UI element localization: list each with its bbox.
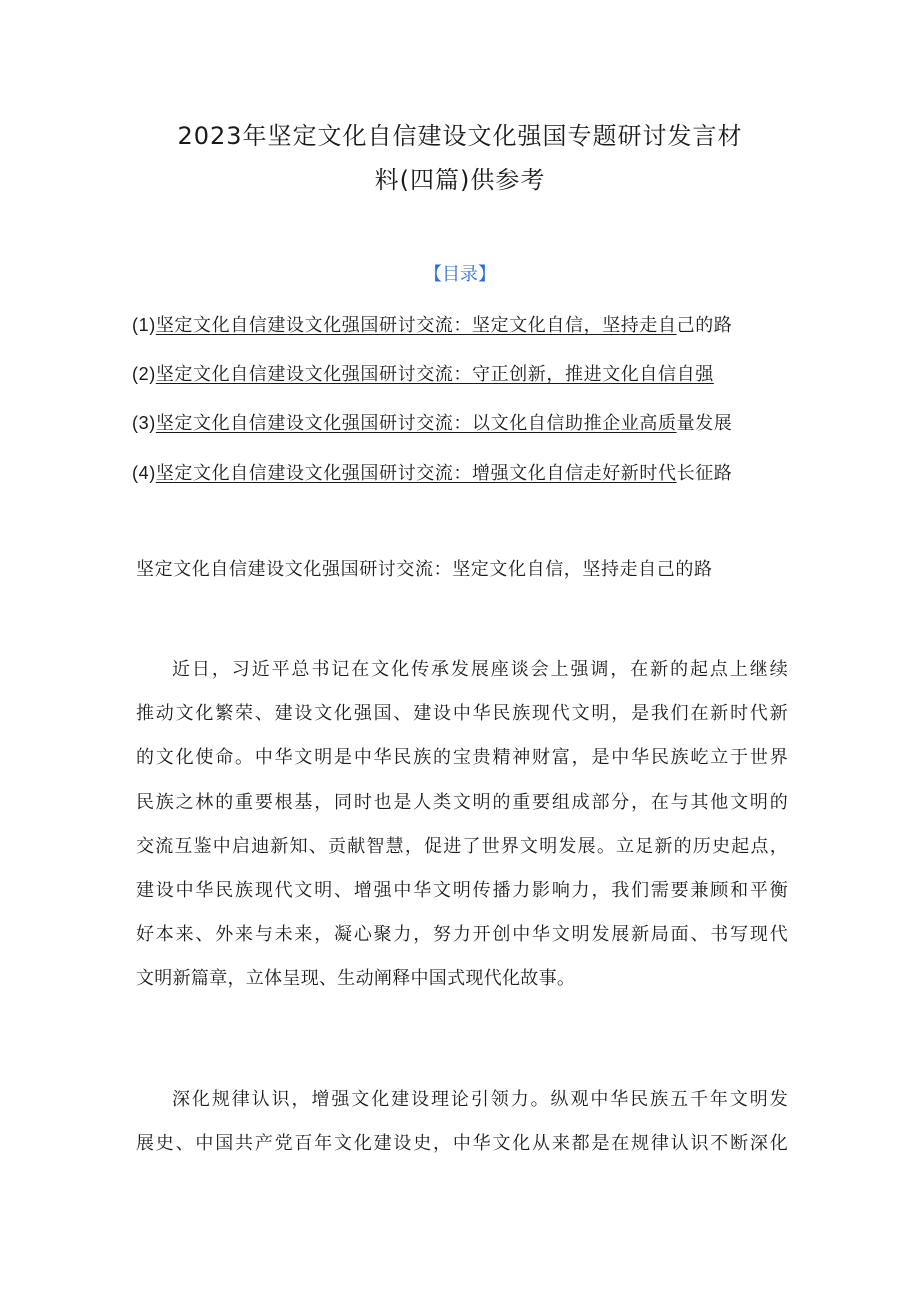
section-heading: 坚定文化自信建设文化强国研讨交流：坚定文化自信，坚持走自己的路 (136, 559, 713, 580)
paragraph-1 (136, 648, 788, 1002)
paragraph-line: 的文化使命。中华文明是中华民族的宝贵精神财富，是中华民族屹立于世界 (136, 747, 788, 769)
paragraph-line: 好本来、外来与未来，凝心聚力，努力开创中华文明发展新局面、书写现代 (136, 924, 788, 946)
toc-item-3[interactable] (132, 408, 732, 439)
paragraph-line: 建设中华民族现代文明、增强中华文明传播力影响力，我们需要兼顾和平衡 (136, 880, 788, 902)
toc-item-link[interactable]: 坚定文化自信建设文化强国研讨交流：以文化自信助推企业高质 (155, 413, 677, 434)
document-title-line-1: 2023年坚定文化自信建设文化强国专题研讨发言材 (177, 122, 743, 150)
toc-item-text: 长征路 (676, 463, 733, 484)
paragraph-2 (136, 1078, 788, 1166)
paragraph-line: 展史、中国共产党百年文化建设史，中华文化从来都是在规律认识不断深化 (136, 1133, 788, 1155)
toc-item-2[interactable] (132, 359, 714, 390)
toc-item-text: 己的路 (676, 315, 733, 336)
toc-item-link[interactable]: 坚定文化自信建设文化强国研讨交流：守正创新，推进文化自信自强 (155, 364, 714, 385)
toc-item-number: (2) (132, 364, 156, 384)
document-title-line-2: 料(四篇)供参考 (374, 166, 546, 194)
paragraph-line: 交流互鉴中启迪新知、贡献智慧，促进了世界文明发展。立足新的历史起点， (136, 835, 788, 857)
toc-item-number: (1) (132, 315, 156, 335)
toc-item-4[interactable] (132, 458, 732, 489)
toc-item-link[interactable]: 坚定文化自信建设文化强国研讨交流：增强文化自信走好新时代 (155, 463, 677, 484)
paragraph-line: 民族之林的重要根基，同时也是人类文明的重要组成部分，在与其他文明的 (136, 791, 788, 813)
paragraph-line: 文明新篇章，立体呈现、生动阐释中国式现代化故事。 (136, 968, 576, 990)
paragraph-line: 近日，习近平总书记在文化传承发展座谈会上强调，在新的起点上继续 (172, 659, 788, 680)
paragraph-line: 深化规律认识，增强文化建设理论引领力。纵观中华民族五千年文明发 (172, 1089, 788, 1110)
toc-item-number: (3) (132, 413, 156, 433)
toc-heading: 【目录】 (424, 264, 496, 285)
toc-item-number: (4) (132, 463, 156, 483)
toc-item-text: 量发展 (676, 413, 733, 434)
toc-item-link[interactable]: 坚定文化自信建设文化强国研讨交流：坚定文化自信，坚持走自 (155, 315, 677, 336)
toc-item-1[interactable] (132, 310, 732, 341)
paragraph-line: 推动文化繁荣、建设文化强国、建设中华民族现代文明，是我们在新时代新 (136, 703, 788, 725)
